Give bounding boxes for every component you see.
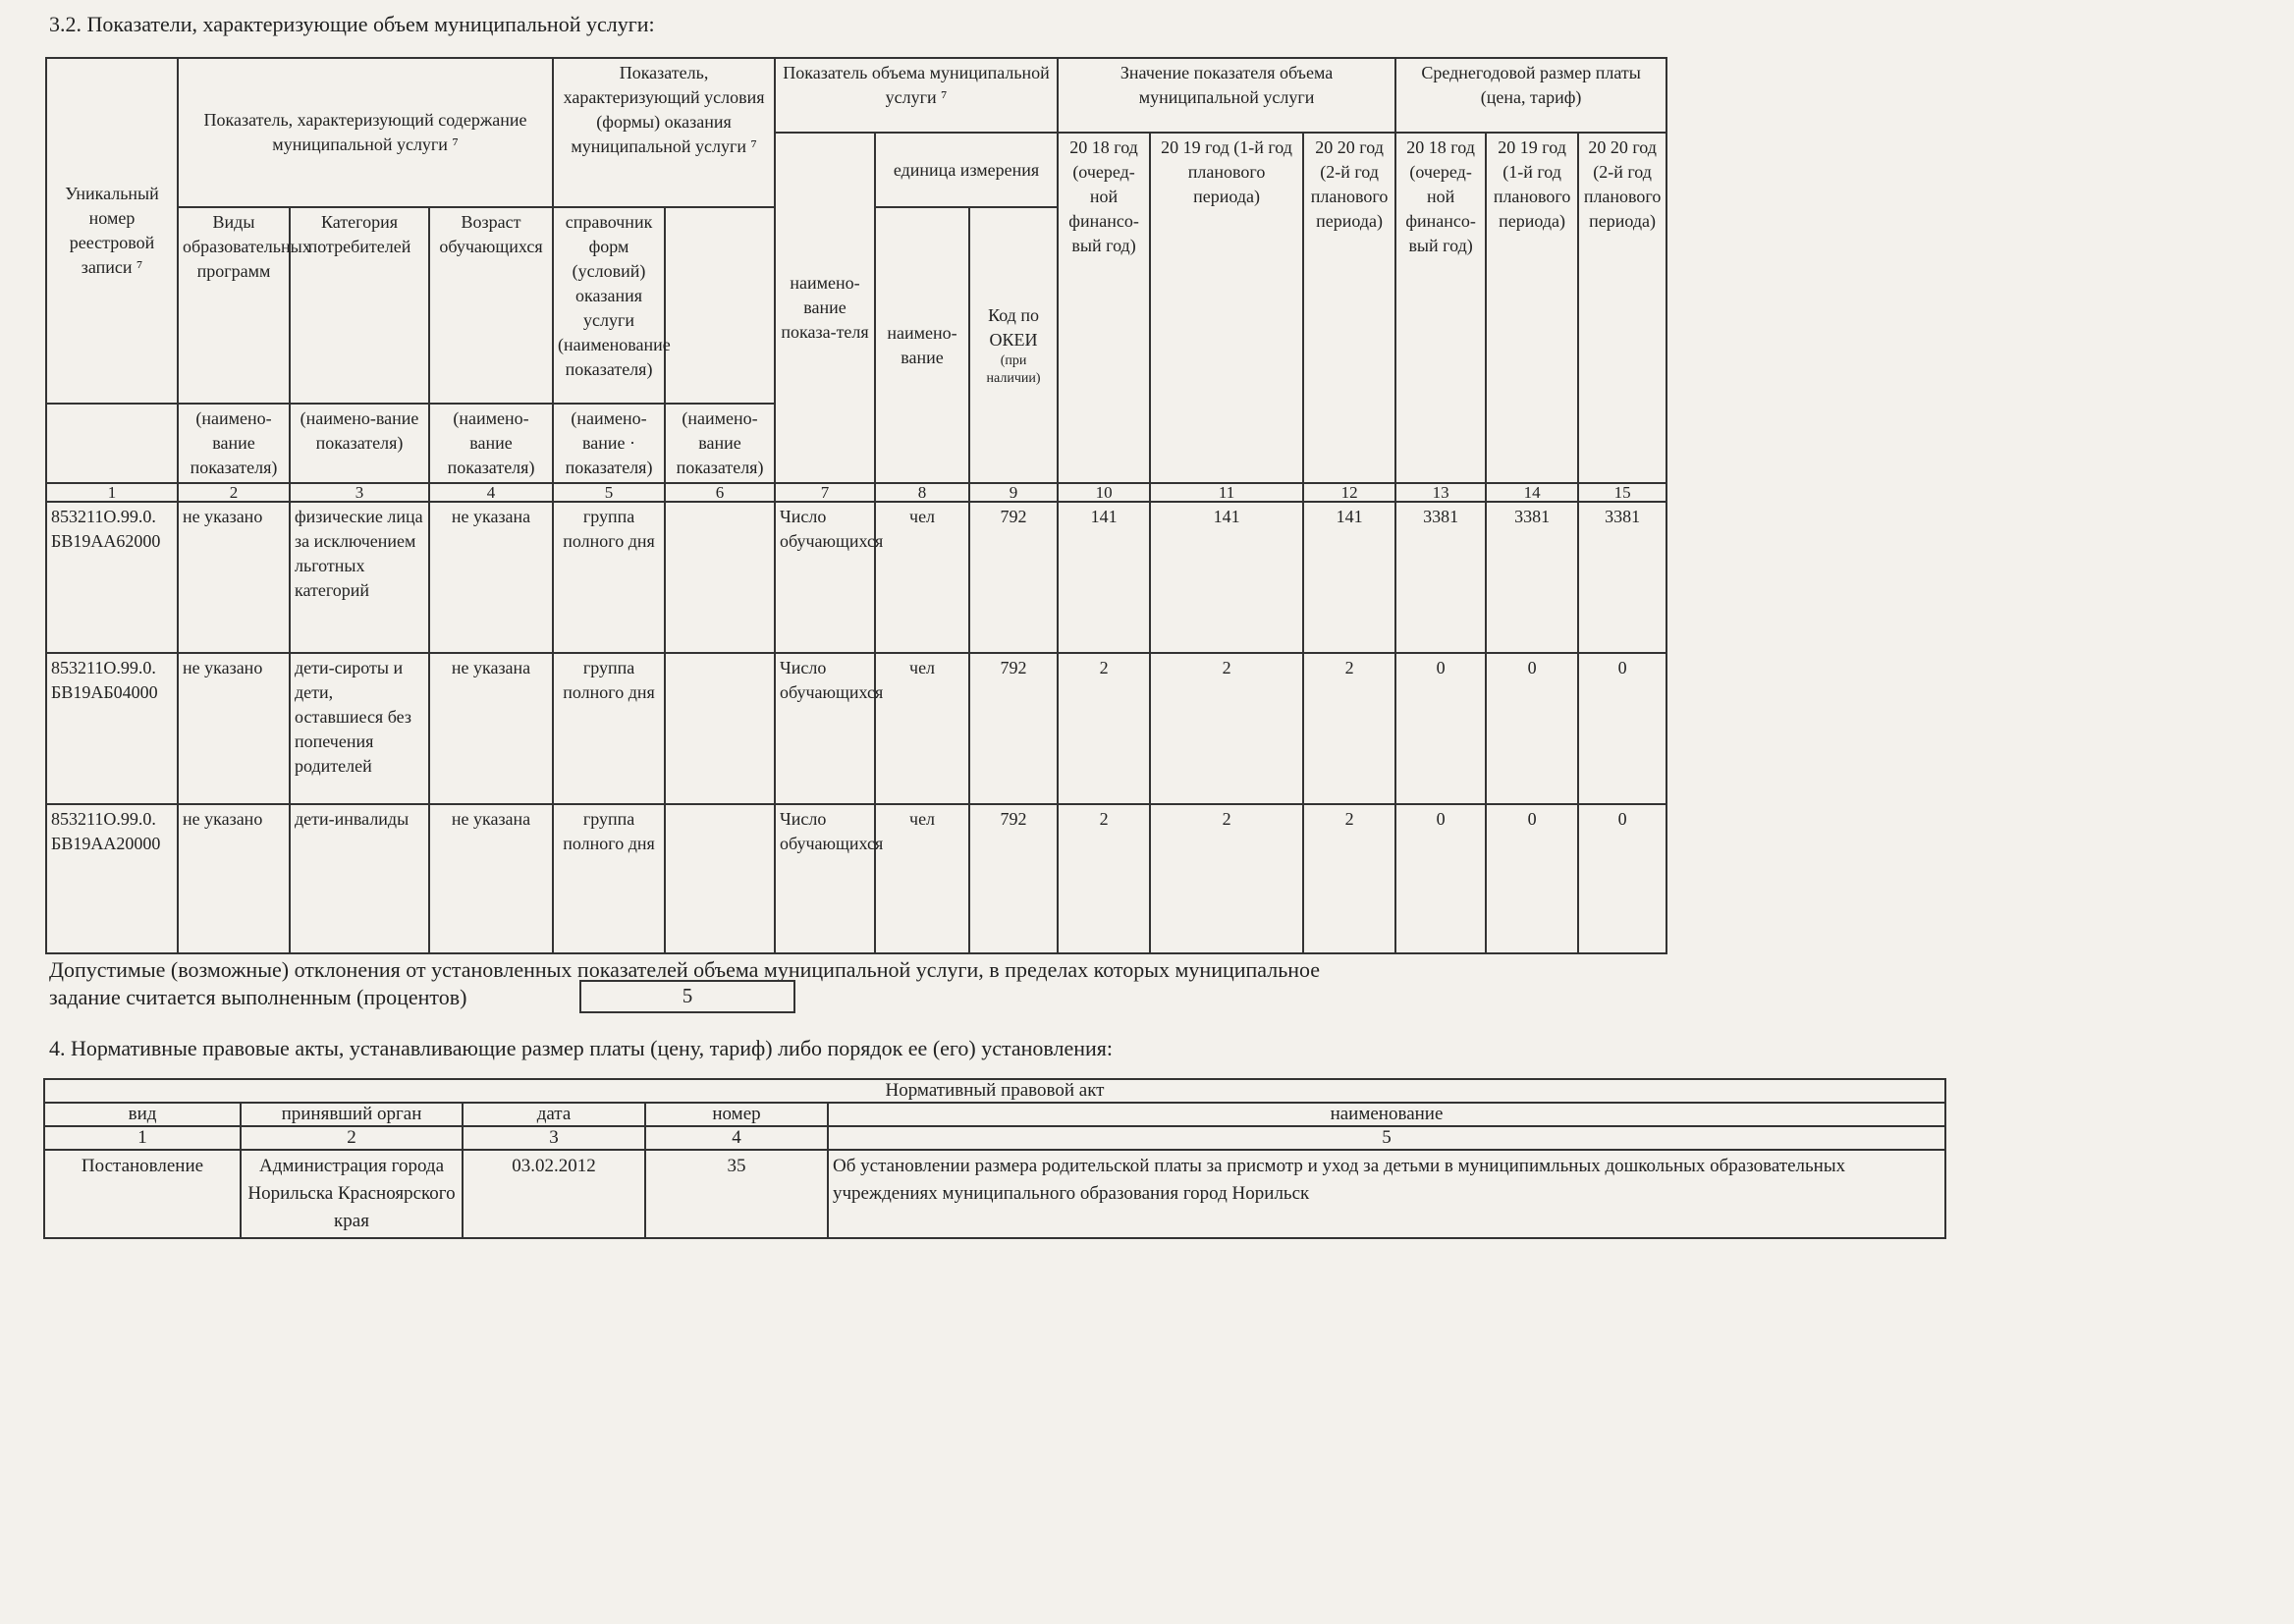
row-fee-2019: 0: [1486, 653, 1578, 804]
header-value-year-1: 20 18 год (очеред-ной финансо-вый год): [1058, 133, 1150, 483]
column-number: 10: [1058, 483, 1150, 502]
row-value-2018: 2: [1058, 653, 1150, 804]
row-form: группа полного дня: [553, 653, 665, 804]
row-id: 853211О.99.0. БВ19АА62000: [46, 502, 178, 653]
legal-row-type: Постановление: [44, 1150, 241, 1238]
header-okei: [969, 207, 1058, 483]
row-value-2020: 141: [1303, 502, 1395, 653]
row-col6: [665, 502, 775, 653]
row-unit: чел: [875, 804, 969, 953]
header-fee-year-1: 20 18 год (очеред-ной финансо-вый год): [1395, 133, 1486, 483]
header-value-year-3: 20 20 год (2-й год планового периода): [1303, 133, 1395, 483]
header-unique-number: Уникальный номер реестровой записи ⁷: [46, 58, 178, 404]
row-age: не указана: [429, 804, 553, 953]
legal-row-date: 03.02.2012: [463, 1150, 645, 1238]
column-number: 4: [429, 483, 553, 502]
row-age: не указана: [429, 653, 553, 804]
row-okei: 792: [969, 653, 1058, 804]
row-value-2019: 2: [1150, 804, 1303, 953]
legal-row-number: 35: [645, 1150, 828, 1238]
row-okei: 792: [969, 502, 1058, 653]
column-number: 12: [1303, 483, 1395, 502]
row-id: 853211О.99.0. БВ19АБ04000: [46, 653, 178, 804]
column-number: 15: [1578, 483, 1666, 502]
column-number: 9: [969, 483, 1058, 502]
row-form: группа полного дня: [553, 502, 665, 653]
column-number: 1: [46, 483, 178, 502]
row-unit: чел: [875, 502, 969, 653]
table-row: [46, 653, 1666, 804]
row-id: 853211О.99.0. БВ19АА20000: [46, 804, 178, 953]
header-unit: единица измерения: [875, 133, 1058, 207]
column-number: 11: [1150, 483, 1303, 502]
row-fee-2020: 3381: [1578, 502, 1666, 653]
legal-acts-group-header: Нормативный правовой акт: [44, 1079, 1945, 1103]
header-okei-note: (при наличии): [986, 352, 1041, 386]
column-number: 3: [290, 483, 429, 502]
row-fee-2018: 0: [1395, 804, 1486, 953]
header-conditions-group: Показатель, характеризующий условия (формы) оказания муниципальной услуги ⁷: [553, 58, 775, 207]
header-col6-empty: [665, 207, 775, 404]
header-col1-empty: [46, 404, 178, 483]
header-unit-name: наимено-вание: [875, 207, 969, 483]
legal-column-number: 5: [828, 1126, 1945, 1150]
column-number: 2: [178, 483, 290, 502]
header-fee-year-2: 20 19 год (1-й год планового периода): [1486, 133, 1578, 483]
tolerance-line-2: задание считается выполненным (процентов): [49, 985, 467, 1009]
column-number: 5: [553, 483, 665, 502]
header-value-group: Значение показателя объема муниципальной услуги: [1058, 58, 1395, 133]
section-4-title: 4. Нормативные правовые акты, устанавливающие размер платы (цену, тариф) либо порядок ее (его) установления:: [49, 1036, 1114, 1060]
row-age: не указана: [429, 502, 553, 653]
header-name-sub-6: (наимено-вание показателя): [665, 404, 775, 483]
row-value-2020: 2: [1303, 804, 1395, 953]
header-fee-year-3: 20 20 год (2-й год планового периода): [1578, 133, 1666, 483]
header-name-sub-2: (наимено-вание показателя): [178, 404, 290, 483]
column-number: 14: [1486, 483, 1578, 502]
row-okei: 792: [969, 804, 1058, 953]
table-row: [46, 502, 1666, 653]
row-value-2020: 2: [1303, 653, 1395, 804]
legal-header-type: вид: [44, 1103, 241, 1126]
row-indicator: Число обучающихся: [775, 804, 875, 953]
row-form: группа полного дня: [553, 804, 665, 953]
header-student-age: Возраст обучающихся: [429, 207, 553, 404]
legal-row-authority: Администрация города Норильска Красноярского края: [241, 1150, 463, 1238]
legal-column-number: 1: [44, 1126, 241, 1150]
legal-column-number: 2: [241, 1126, 463, 1150]
volume-indicators-table: [45, 57, 1667, 954]
row-fee-2020: 0: [1578, 804, 1666, 953]
row-value-2018: 141: [1058, 502, 1150, 653]
header-okei-code: Код по ОКЕИ: [988, 304, 1039, 350]
header-content-group: Показатель, характеризующий содержание муниципальной услуги ⁷: [178, 58, 553, 207]
header-indicator-name: наимено-вание показа-теля: [775, 133, 875, 483]
legal-header-number: номер: [645, 1103, 828, 1126]
header-name-sub-4: (наимено-вание показателя): [429, 404, 553, 483]
row-fee-2018: 0: [1395, 653, 1486, 804]
row-unit: чел: [875, 653, 969, 804]
row-category: физические лица за исключением льготных категорий: [290, 502, 429, 653]
legal-column-number: 3: [463, 1126, 645, 1150]
row-fee-2020: 0: [1578, 653, 1666, 804]
row-fee-2018: 3381: [1395, 502, 1486, 653]
column-number: 6: [665, 483, 775, 502]
row-program: не указано: [178, 804, 290, 953]
row-fee-2019: 3381: [1486, 502, 1578, 653]
header-consumer-category: Категория потребителей: [290, 207, 429, 404]
header-name-sub-5: (наимено-вание · показателя): [553, 404, 665, 483]
row-indicator: Число обучающихся: [775, 502, 875, 653]
column-number: 8: [875, 483, 969, 502]
row-category: дети-инвалиды: [290, 804, 429, 953]
column-numbers-row: [46, 483, 1666, 502]
row-program: не указано: [178, 502, 290, 653]
legal-row-name: Об установлении размера родительской платы за присмотр и уход за детьми в муниципимльных дошкольных образовательных учреждениях муниципального образования город Норильск: [828, 1150, 1945, 1238]
column-number: 13: [1395, 483, 1486, 502]
legal-header-authority: принявший орган: [241, 1103, 463, 1126]
row-col6: [665, 804, 775, 953]
row-value-2019: 141: [1150, 502, 1303, 653]
legal-acts-table: [43, 1078, 1946, 1239]
legal-column-number: 4: [645, 1126, 828, 1150]
header-value-year-2: 20 19 год (1-й год планового периода): [1150, 133, 1303, 483]
table-row: [44, 1150, 1945, 1238]
header-fee-group: Среднегодовой размер платы (цена, тариф): [1395, 58, 1666, 133]
section-3-2-title: 3.2. Показатели, характеризующие объем муниципальной услуги:: [49, 12, 655, 36]
row-col6: [665, 653, 775, 804]
legal-header-name: наименование: [828, 1103, 1945, 1126]
row-category: дети-сироты и дети, оставшиеся без попечения родителей: [290, 653, 429, 804]
header-program-types: Виды образовательных программ: [178, 207, 290, 404]
row-value-2019: 2: [1150, 653, 1303, 804]
tolerance-value-box: 5: [579, 980, 795, 1013]
column-number: 7: [775, 483, 875, 502]
row-value-2018: 2: [1058, 804, 1150, 953]
row-indicator: Число обучающихся: [775, 653, 875, 804]
header-volume-group: Показатель объема муниципальной услуги ⁷: [775, 58, 1058, 133]
row-fee-2019: 0: [1486, 804, 1578, 953]
header-forms-reference: справочник форм (условий) оказания услуги (наименование показателя): [553, 207, 665, 404]
tolerance-line-1: Допустимые (возможные) отклонения от установленных показателей объема муниципальной услуги, в пределах которых муниципальное: [49, 957, 1321, 982]
legal-header-date: дата: [463, 1103, 645, 1126]
table-row: [46, 804, 1666, 953]
row-program: не указано: [178, 653, 290, 804]
header-name-sub-3: (наимено-вание показателя): [290, 404, 429, 483]
